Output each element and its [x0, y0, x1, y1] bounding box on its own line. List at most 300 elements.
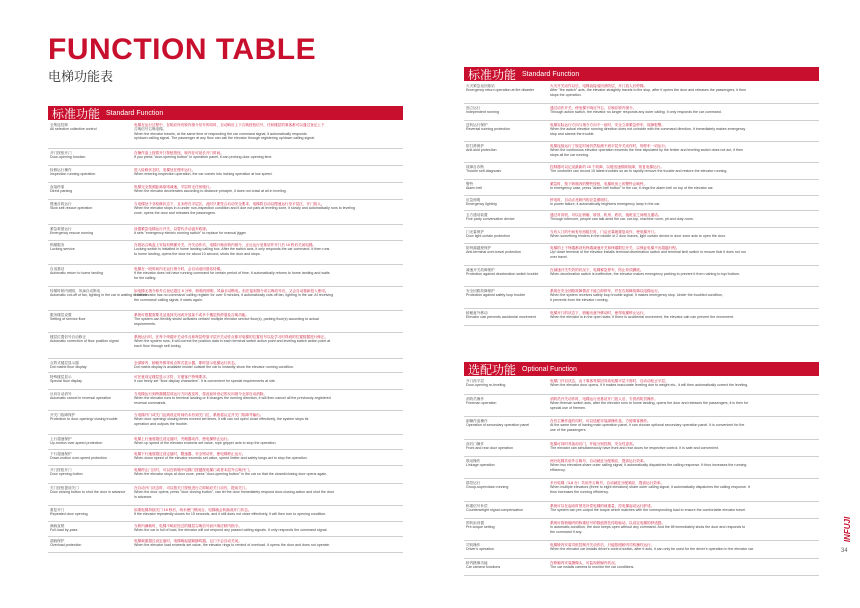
description-line: When the elevator runs to terminal landing or it changes the running direction, it will then cancel all the previously-registered	[134, 396, 331, 401]
function-name-en: Car camera functions	[466, 565, 501, 570]
function-row	[48, 484, 403, 506]
function-name-cn: 消防员操作	[466, 397, 484, 401]
function-name-en: Up-motion over-speed protection	[50, 441, 103, 446]
description-line: 系统在安全回路故障情况下能立即停车，并在告知障故障以电梯运行。	[550, 289, 662, 293]
function-name-en: Trouble self-diagnosis	[466, 169, 502, 174]
function-description	[548, 266, 819, 286]
function-name-cn: 自返基站	[50, 267, 65, 271]
function-name	[464, 519, 548, 540]
description-line: The system can pre-output the torque which matches with the corresponding load to ensure the comfortable elevator travel.	[550, 508, 746, 513]
description-line: Through action switch, the elevator no longer responds any outer calling. It only responds the car command.	[550, 110, 722, 115]
function-row	[48, 287, 403, 311]
description-line: 通过动作开关，使电梯不响应外召，仅响应轿内指令。	[550, 106, 637, 110]
description-line: use of the passengers.	[550, 427, 587, 432]
description-line: When the elevator stops at door zone, press "door-opening button" in the car so that the closed/closing door opens again.	[134, 472, 328, 477]
function-name-en: Direct parking	[50, 189, 73, 194]
function-description	[548, 541, 819, 558]
description-line: 系统可以在起动时预先补偿电梯的载重量，控电梯起动运行舒适。	[550, 504, 655, 508]
description-line: stops all the car running.	[550, 152, 590, 157]
function-description	[548, 180, 819, 195]
function-name-cn: 轿内摄像功能	[466, 561, 488, 565]
description-line: The elevator can simultaneously have front and rear doors for respective control. It is safe and convenient.	[550, 446, 719, 451]
description-line: 电梯轿内安装司机控制开关动作后，只能按照轿内司机操作运行。	[550, 543, 655, 547]
function-row	[48, 359, 403, 373]
function-description	[548, 395, 819, 416]
description-line: If the elevator repeatedly closes for 15 seconds, and it still does not close effectively, it will then turn to opening condition.	[134, 512, 327, 517]
function-name	[48, 435, 132, 449]
function-name-en: Emergency rescue running	[50, 231, 93, 236]
function-name	[464, 244, 548, 265]
function-name-en: Door-opening function	[50, 155, 86, 160]
description-line: When two elevators share outer calling signal, it automatically dispatches the calling response. It thus increases the running	[550, 463, 747, 468]
function-name-cn: 楼层位置信号自动修正	[50, 335, 86, 339]
function-name	[48, 225, 132, 240]
function-name-cn: 满载直驶	[50, 524, 65, 528]
function-name-en: Pre-torque setting	[466, 525, 495, 530]
function-row	[464, 395, 819, 417]
function-description	[132, 411, 403, 434]
description-line: 控制器可以记录最新的 15 个故障，以便迅速排除故障，恢复电梯运行。	[550, 165, 664, 169]
right-bottom-section-header	[464, 362, 819, 376]
function-row	[464, 457, 819, 479]
function-description	[548, 457, 819, 478]
function-name	[48, 265, 132, 286]
function-name-cn: 全集选控制	[50, 123, 68, 127]
function-name-en: Inspection running operation	[50, 172, 96, 177]
function-name	[464, 142, 548, 162]
description-line: 进入检修状态时，电梯处在慢车运行。	[134, 168, 196, 172]
function-name	[48, 200, 132, 224]
function-name-cn: 前后门操作	[466, 442, 484, 446]
function-name-en: Front and rear door operation	[466, 446, 513, 451]
function-name-cn: 锁梯服务	[50, 243, 65, 247]
function-name	[464, 479, 548, 501]
description-line: 系统运行时，在每个终端开关动作点和每层停靠平层开关动作点都对电梯的位置信号以及学习时得到的位置数据进行修正。	[134, 335, 329, 339]
description-line: 电梯连续运行了规定时间仍然检测不到平层开关动作时，则停车一切运行。	[550, 144, 669, 148]
function-name-en: Anti-skid protection	[466, 148, 497, 153]
function-name-en: Overload protection	[50, 543, 82, 548]
function-description	[132, 522, 403, 536]
function-name-cn: 五方通话装置	[466, 213, 488, 217]
description-line: 如电梯无指令和外召登记超过 5 分钟，轿箱内照明、风扇自动断电。但在接到指令或召唤信号后，又会自动重新投入使用。	[134, 289, 329, 293]
function-description	[132, 506, 403, 521]
function-description	[132, 287, 403, 310]
description-line: The controller can record 15 latest troubles so as to rapidly remove the trouble and restore the elevator running.	[550, 169, 728, 174]
function-row	[48, 149, 403, 166]
function-name	[48, 149, 132, 165]
description-line: When the car is full of load, the elevator will not respond any passed calling signals. It only responds the command signal.	[134, 528, 328, 533]
description-line: 电梯可同时具备前后门，并能分别控制，安全性更高。	[550, 442, 637, 446]
description-line: 在减速开关失效的状况下，电梯紧急停车，防止冲顶蹲底。	[550, 268, 644, 272]
function-row	[464, 121, 819, 142]
function-name-cn: 重复开门	[50, 508, 65, 512]
description-line: 电梯上行速度超过设定值时，夹绳器动作，使电梯停止运行。	[134, 437, 232, 441]
function-description	[132, 333, 403, 358]
function-name-en: Automatic cancel in reversal operation	[50, 396, 111, 401]
description-line: 召唤信号召唤电梯。	[134, 127, 167, 132]
function-row	[464, 82, 819, 104]
function-description	[132, 225, 403, 240]
function-description	[548, 559, 819, 575]
section-title-en: Standard Function	[522, 70, 580, 78]
function-row	[48, 225, 403, 241]
function-name-cn: 下行超速保护	[50, 452, 72, 456]
description-line: 电梯实际运行方向与指令方向不一致时，安全立即紧急停车，故障报警。	[550, 123, 665, 127]
description-line: in advance.	[134, 494, 153, 499]
description-line: In emergency case, press "alarm bell button" in the car, it rings the alarm bell on top of the elevator car.	[550, 186, 714, 191]
function-row	[48, 183, 403, 200]
function-name	[464, 377, 548, 394]
description-line: If you press "door-opening button" in operation panel, it can prolong door-opening time.	[134, 155, 273, 160]
description-line: 电梯停止门区时，可以在轿箱中电梯门按键按电梯门或者本层外召唤开门。	[134, 468, 253, 472]
function-row	[48, 200, 403, 225]
description-line: 电梯门开启状态，由于乘客等原因导致电梯平层不准时，自动动轮正平层。	[550, 379, 669, 383]
description-line: 全部轿内、轿厢外都采用点阵式显示器，即时显示电梯运行状态。	[134, 361, 239, 365]
function-name-cn: 轿厢意外移动	[466, 311, 488, 315]
description-line: When door opening/ closing times exceed set times, it still can not open/ close effectively, the system stops its	[134, 417, 309, 422]
function-name-en: Protection against deceleration switch trouble	[466, 272, 539, 277]
description-line: 停电时，自动点亮轿内的应急照明灯。	[550, 198, 612, 202]
function-name	[48, 373, 132, 389]
function-name-cn: 开门按钮开门	[50, 468, 72, 472]
function-name-cn: 故障自诊断	[466, 165, 484, 169]
function-name	[464, 541, 548, 558]
description-line: When entering inspection operation, the car comes into inching operation at low speed.	[134, 172, 273, 177]
function-name-en: Reversal running protection	[466, 127, 510, 132]
description-line: When up speed of the elevator exceeds set value, rope gripper acts to stop the operation.	[134, 441, 277, 446]
function-description	[548, 211, 819, 227]
description-line: It sets "emergency electric running switch" to replace for manual jigger.	[134, 231, 247, 236]
function-name-cn: 群控运行	[466, 481, 481, 485]
description-line: 在轿厢内安装摄像头，可监视轿厢内状况。	[550, 561, 619, 565]
description-line: When the elevator decelerates according to distance principle, it does not crawl at all in leveling.	[134, 189, 287, 194]
function-description	[548, 519, 819, 540]
description-line: 在基站召唤盒上安装有锁梯开关，开关动作后，电梯只响应轿内指令，正反运行至基站并开门后 10 秒后关闭电梯。	[134, 243, 317, 247]
function-name-en: Elevator cab prevents accidental movement	[466, 315, 536, 320]
function-name-cn: 超载保护	[50, 539, 65, 543]
function-description	[548, 196, 819, 210]
function-name-en: Linkage operation	[466, 463, 495, 468]
function-name-en: Slow self-rescue operation	[50, 206, 93, 211]
left-function-table	[48, 121, 403, 553]
description-line: If the elevator has no command/ calling register for over 5 minutes, it automatically cuts off fan, lighting in the car. At receiving	[134, 293, 334, 298]
description-line: 当电梯开门或关门达到设定时间仍未有到关门位，系统将认定开关门故障并输出。	[134, 413, 264, 417]
description-line: 电梯的上下终端都设有终端减速开关和终端限位开关，以保证电梯不出超越行程。	[550, 246, 680, 250]
function-row	[48, 466, 403, 484]
description-line: efficiency.	[550, 467, 566, 472]
function-name-cn: 反向自动消号	[50, 392, 72, 396]
function-row	[48, 121, 403, 149]
function-description	[548, 377, 819, 394]
function-name	[464, 196, 548, 210]
function-name	[48, 183, 132, 199]
function-name-en: Emergency return operation at fire disaster	[466, 88, 535, 93]
function-row	[464, 266, 819, 287]
description-line: When the system receives safety loop trouble signal, it makes emergency stop. Under the troubled condition,	[550, 293, 723, 298]
description-line: When down speed of the elevator exceeds set value, speed limiter and safety tongs act to stop the operation.	[134, 456, 308, 461]
description-line: 消防员开关动作时，电梯运行至基站开门放人后，专供消防员操作。	[550, 397, 658, 401]
description-line: 当电梯处于非检修状态下，且未停在平层区，此时只要符合启动安全要求，电梯将自动以慢速运行至平层区，开门放人。	[134, 202, 325, 206]
function-description	[132, 450, 403, 465]
description-line: 可任意设定楼层显示字符，方便客户特殊要求。	[134, 375, 210, 379]
function-name	[464, 309, 548, 325]
function-name-en: Emergency lighting	[466, 202, 497, 207]
description-line: When fireman switch acts, after the elevator runs to home landing, opens the door and releases the passengers, it is then for	[550, 401, 749, 406]
function-name-en: All selective collective control	[50, 127, 97, 132]
function-name	[48, 166, 132, 182]
function-row	[464, 211, 819, 228]
function-name-cn: 服务楼层设置	[50, 313, 72, 317]
function-name-cn: 称重信号补偿	[466, 504, 488, 508]
page-subtitle: 电梯功能表	[48, 70, 114, 85]
function-name-cn: 应急照明	[466, 198, 481, 202]
function-name	[48, 466, 132, 483]
function-name	[48, 522, 132, 536]
function-description	[132, 537, 403, 552]
function-name	[464, 228, 548, 243]
description-line: 电梯在运行过程中，在响应所有轿内指令信号的同时，自动响应上下召唤按钮信号，任何楼层的乘客都可以通过登记上下	[134, 123, 325, 127]
function-description	[132, 166, 403, 182]
description-line: 电梯开门的状态下，轿厢出意外移动时，使得电梯停止运行。	[550, 311, 648, 315]
function-row	[48, 537, 403, 553]
function-description	[548, 121, 819, 141]
function-row	[464, 104, 819, 121]
function-name-cn: 独立运行	[466, 106, 481, 110]
description-line: When the elevator is in the open state, if there is accidental movement, the elevator cab can prevent the movement.	[550, 315, 734, 320]
function-name-en: Automatic correction of floor position signal	[50, 339, 119, 344]
function-name-cn: 防终端越程保护	[466, 246, 492, 250]
function-name	[48, 450, 132, 465]
function-name-en: Group-supervision running	[466, 485, 509, 490]
description-line: 在自动开门状态时，可以按关门按钮进行立即响应关门动作，提前关门。	[134, 486, 249, 490]
function-name-cn: 司机操作	[466, 543, 481, 547]
description-line: 通过对讲机，可以让轿厢、轿顶、机房、底坑、值班室之间相互通话。	[550, 213, 662, 217]
function-description	[132, 484, 403, 505]
function-name-cn: 警铃	[466, 182, 474, 186]
description-line: 系统可根据需要灵活选择关闭或开放某个或多个楼层的停靠及召唤功能。	[134, 313, 249, 317]
description-line: stop and alarms the trouble.	[550, 131, 595, 136]
function-row	[464, 196, 819, 211]
description-line: each floor through self-tuning.	[134, 343, 182, 348]
function-description	[548, 163, 819, 179]
function-name-cn: 火灾紧急返回基站	[466, 84, 495, 88]
function-description	[132, 359, 403, 372]
description-line: Through intercom, people can talk amid the car, car-top, machine room, pit and duty-room.	[550, 217, 694, 222]
description-line: When the elevator travels, at the same time of responding the car command signal, it automatically responds	[134, 131, 307, 136]
description-line: for the calling.	[134, 275, 157, 280]
function-name	[464, 502, 548, 518]
description-line: it prevents from the elevator running.	[550, 297, 609, 302]
description-line: the command if any.	[550, 529, 583, 534]
function-name	[48, 390, 132, 410]
function-row	[48, 265, 403, 287]
function-row	[464, 559, 819, 576]
description-line: 两台电梯共用外召唤号，自动就近分配响应，提高运行效率。	[550, 459, 648, 463]
function-row	[464, 502, 819, 519]
description-line: When the elevator stops in a under non-inspection condition and it doe not park at leveling zone, it slowly and automatically runs to leveling	[134, 206, 355, 211]
function-name-en: Special floor display	[50, 379, 82, 384]
description-line: reversal commands.	[134, 400, 167, 405]
function-name	[48, 333, 132, 358]
function-name	[464, 180, 548, 195]
section-title-cn: 选配功能	[468, 362, 517, 377]
description-line: 系统可将轿厢内的称重信号的数值预先传给驱动，以设定电梯的舒适感。	[550, 521, 665, 525]
description-line: operation and outputs the trouble.	[134, 421, 188, 426]
function-name	[464, 211, 548, 227]
function-row	[48, 522, 403, 537]
function-row	[464, 440, 819, 457]
description-line: stops the operation.	[550, 92, 582, 97]
function-row	[48, 241, 403, 265]
function-name-cn: 开门再平层	[466, 379, 484, 383]
function-description	[132, 466, 403, 483]
function-row	[464, 180, 819, 196]
function-description	[132, 373, 403, 389]
function-name-en: Door light curtain protection	[466, 234, 510, 239]
description-line: When the elevator car installs driver's control switch, after it acts, it can only be used for the driver's operation in the elevator car.	[550, 547, 754, 552]
function-name-en: Automatic cut-off of fan, lighting in the car in waiting condition	[50, 293, 148, 298]
function-name-cn: 慢速自救运行	[50, 202, 72, 206]
description-line: Dot matrix display is available inside/ outside the car to instantly show the elevator running condition.	[134, 365, 295, 370]
function-name	[464, 395, 548, 416]
function-name-cn: 开关门故障保护	[50, 413, 76, 417]
function-description	[548, 440, 819, 456]
function-row	[464, 479, 819, 502]
description-line: 多台电梯（3-8 台）共用外召唤号，自动就近分配响应，提高运行效率。	[550, 481, 665, 485]
function-name-en: Door closing button to shut the door in advance	[50, 490, 126, 495]
function-description	[548, 417, 819, 439]
function-name	[464, 163, 548, 179]
function-row	[464, 142, 819, 163]
function-name-en: Door opening button	[50, 472, 83, 477]
function-name-cn: 直接停靠	[50, 185, 65, 189]
function-description	[132, 311, 403, 332]
function-name-cn: 开门按钮开门	[50, 151, 72, 155]
function-description	[548, 228, 819, 243]
function-name	[464, 287, 548, 308]
page-number: 34	[841, 548, 848, 554]
function-name	[48, 484, 132, 505]
function-name-en: Repeated door opening	[50, 512, 88, 517]
function-row	[48, 450, 403, 466]
function-name	[48, 287, 148, 310]
function-name-en: Setting of service floor	[50, 317, 86, 322]
description-line: over travel.	[550, 254, 568, 259]
function-row	[48, 311, 403, 333]
description-line: When the actual elevator running direction does not coincide with the command direction, it immediately makes emergency	[550, 127, 746, 132]
function-name-cn: 安全回路故障保护	[466, 289, 495, 293]
description-line: When the door opens, press "door closing button", can let the door immediately respond door-closing action and shut the door	[134, 490, 335, 495]
function-name	[464, 457, 548, 478]
description-line: the command/ calling signal, it starts again.	[134, 297, 203, 302]
function-name-en: Protection to door-opening/ closing trouble	[50, 417, 118, 422]
function-description	[548, 287, 819, 308]
function-description	[548, 502, 819, 518]
function-name	[48, 121, 132, 148]
description-line: It can freely set "floor display characters". It is convenient for special requirements at site.	[134, 379, 276, 384]
function-row	[48, 166, 403, 183]
function-name-en: Door-opening re-leveling	[466, 383, 506, 388]
function-name-cn: 逆转运行保护	[466, 123, 488, 127]
function-row	[48, 333, 403, 359]
function-description	[132, 435, 403, 449]
function-row	[464, 417, 819, 440]
function-description	[132, 183, 403, 199]
description-line: 在操作盘上按着开门按钮按钮，轿内在可延长开门时间。	[134, 151, 224, 155]
function-name-en: Driver's operation	[466, 547, 495, 552]
description-line: After "fire switch" acts, the elevator straightly travels to fire stop, after it opens the door and releases the passengers, it then	[550, 88, 747, 93]
section-title-en: Standard Function	[106, 109, 164, 117]
description-line: 当有人门的中间有东西阻拦时，门沿光幕就重复动作，使电梯开门。	[550, 230, 658, 234]
section-title-en: Optional Function	[522, 365, 577, 373]
section-title-cn: 标准功能	[468, 67, 517, 82]
function-name-en: Independent running	[466, 110, 499, 115]
function-name-en: Operation of secondary operation panel	[466, 423, 530, 428]
description-line: When the elevator load exceeds set value, the elevator rings to remind of overload. It opens the door and does not operate.	[134, 543, 330, 548]
function-name	[48, 537, 132, 552]
description-line: up/down calling signal. The passenger at any floor can call the elevator through registering up/down calling signal.	[134, 136, 315, 141]
description-line: requirements.	[134, 321, 156, 326]
function-description	[132, 149, 403, 165]
description-line: In automatic condition, the door keeps open without any command. And the lift immediately shuts the door and responds to	[550, 525, 746, 530]
function-name-en: Freeman operation	[466, 401, 497, 406]
description-line: thus increases the running efficiency.	[550, 489, 609, 494]
function-name-en: Dot matrix floor display	[50, 365, 87, 370]
description-line: special use of firemen.	[550, 405, 586, 410]
description-line: The car installs camera to monitor the car conditions.	[550, 565, 635, 570]
right-top-section-header	[464, 67, 819, 81]
function-name	[464, 121, 548, 141]
function-name-en: Counterweight signal compensation	[466, 508, 523, 513]
function-name-cn: 检修运行操作	[50, 168, 72, 172]
function-description	[132, 121, 403, 148]
function-name-cn: 减速开关故障保护	[466, 268, 495, 272]
description-line: 如果电梯持续关门 15 秒后，尚未使门锁闭合，电梯就会转换成开门状态。	[134, 508, 252, 512]
function-row	[464, 541, 819, 559]
function-name	[48, 311, 132, 332]
function-name-cn: 紧急救援运行	[50, 227, 72, 231]
function-row	[464, 244, 819, 266]
description-line: The system can flexibly shuts/ activates certain/ multiple elevator service floor(s), parking floor(s) according to actual	[134, 317, 319, 322]
function-name	[464, 82, 548, 103]
description-line: to home landing, opens the door for about 10 second, shuts the door and stops.	[134, 251, 261, 256]
description-line: 紧急时，按下轿箱内的警铃按钮，电梯机房上的警铃会响铃。	[550, 182, 648, 186]
function-name	[48, 359, 132, 372]
description-line: 电梯完全按照距离原则减速，平层时无任何爬行。	[134, 185, 214, 189]
function-row	[464, 228, 819, 244]
description-line: Up/ down terminal of the elevator installs terminal deceleration switch and terminal limit switch to ensure that it does not run	[550, 250, 746, 255]
description-line: When something hinders in the middle of 2 door leaves, light curtain device in door zone acts to open the door.	[550, 234, 726, 239]
function-description	[132, 390, 403, 410]
function-description	[548, 244, 819, 265]
right-top-function-table	[464, 82, 819, 326]
function-row	[48, 390, 403, 411]
brand-logo: INFUJI	[843, 516, 853, 542]
function-name-cn: 防打滑保护	[466, 144, 484, 148]
function-name-en: Five party conversation device	[466, 217, 515, 222]
description-line: When the continuous elevator operation exceeds the time stipulated by the limiter and leveling switch does not act, it then	[550, 148, 743, 153]
function-name-cn: 联动操作	[466, 459, 481, 463]
function-description	[132, 200, 403, 224]
function-description	[132, 241, 403, 264]
function-name-cn: 点阵式楼层显示器	[50, 361, 79, 365]
description-line: 火灾开关动作以后，电梯直接返回消防层，开门放人后停梯。	[550, 84, 648, 88]
function-name-cn: 特殊楼层显示	[50, 375, 72, 379]
function-row	[48, 373, 403, 390]
description-line: 电梯载重超过设定值时，电梯响起超载蜂鸣器，且门不会自动关闭。	[134, 539, 242, 543]
description-line: When the system runs, it will correct the position data in each terminal switch action point and leveling switch action point at	[134, 339, 331, 344]
description-line: 电梯在一段时间内无运行指令时，会自动返回基站待梯。	[134, 267, 224, 271]
